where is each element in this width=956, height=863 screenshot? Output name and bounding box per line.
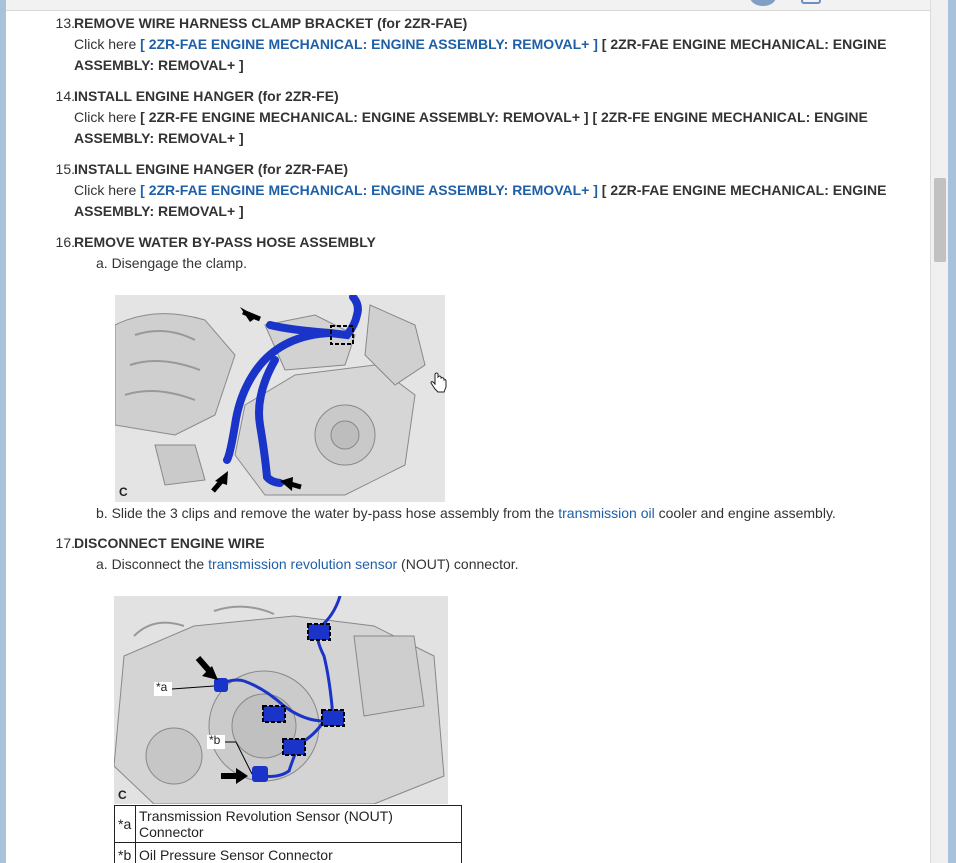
legend-key: *a [115, 806, 136, 843]
callout-b-label: *b [209, 733, 221, 747]
substep-b-suffix: cooler and engine assembly. [658, 505, 836, 521]
window-edge [948, 0, 956, 863]
procedure-reference: [ 2ZR-FAE ENGINE MECHANICAL: ENGINE ASSEMBLY: REMOVAL+ ] [74, 182, 887, 219]
figure-code: C [119, 485, 128, 499]
callout-a-label: *a [156, 680, 168, 694]
step-title: INSTALL ENGINE HANGER (for 2ZR-FAE) [74, 161, 349, 177]
user-avatar-icon[interactable] [750, 0, 776, 6]
step-number: 17. [55, 535, 75, 551]
hand-cursor-icon [430, 372, 448, 394]
click-here-text: Click here [74, 109, 137, 125]
legend-label: Transmission Revolution Sensor (NOUT) Connector [136, 806, 462, 843]
legend-table [114, 805, 462, 863]
substep-b [96, 503, 916, 524]
click-here-text: Click here [74, 182, 137, 198]
wire-diagram [114, 596, 448, 804]
procedure-reference: [ 2ZR-FE ENGINE MECHANICAL: ENGINE ASSEMBLY: REMOVAL+ ] [74, 109, 868, 146]
procedure-link[interactable]: [ 2ZR-FAE ENGINE MECHANICAL: ENGINE ASSEMBLY: REMOVAL+ ] [140, 182, 598, 198]
step-number: 15. [55, 161, 75, 177]
scrollbar-thumb[interactable] [934, 178, 946, 262]
substep-a [74, 554, 914, 575]
step-title: INSTALL ENGINE HANGER (for 2ZR-FE) [74, 88, 339, 104]
step-title: REMOVE WATER BY-PASS HOSE ASSEMBLY [74, 234, 376, 250]
procedure-link[interactable]: [ 2ZR-FAE ENGINE MECHANICAL: ENGINE ASSEMBLY: REMOVAL+ ] [140, 36, 598, 52]
figure-code: C [118, 788, 127, 802]
substep-a-suffix: (NOUT) connector. [401, 556, 519, 572]
transmission-oil-link[interactable]: transmission oil [558, 505, 655, 521]
step-number: 14. [55, 88, 75, 104]
substep-a-prefix: a. Disconnect the [96, 556, 205, 572]
procedure-link[interactable]: [ 2ZR-FE ENGINE MECHANICAL: ENGINE ASSEMBLY: REMOVAL+ ] [140, 109, 589, 125]
hose-diagram [115, 295, 445, 502]
legend-key: *b [115, 843, 136, 863]
step-title: DISCONNECT ENGINE WIRE [74, 535, 265, 551]
top-toolbar [6, 0, 930, 11]
transmission-revolution-sensor-link[interactable]: transmission revolution sensor [208, 556, 398, 572]
document-panel [6, 0, 931, 863]
document-icon[interactable] [801, 0, 821, 4]
substep-a: a. Disengage the clamp. [96, 255, 247, 271]
vertical-scrollbar[interactable] [930, 0, 949, 863]
legend-row [115, 843, 462, 863]
legend-row [115, 806, 462, 843]
procedure-reference: [ 2ZR-FAE ENGINE MECHANICAL: ENGINE ASSEMBLY: REMOVAL+ ] [74, 36, 887, 73]
click-here-text: Click here [74, 36, 137, 52]
substep-b-prefix: b. Slide the 3 clips and remove the water by-pass hose assembly from the [96, 505, 555, 521]
wire-illustration [114, 596, 448, 804]
legend-label: Oil Pressure Sensor Connector [136, 843, 462, 863]
step-number: 13. [55, 15, 75, 31]
step-title: REMOVE WIRE HARNESS CLAMP BRACKET (for 2ZR-FAE) [74, 15, 468, 31]
step-number: 16. [55, 234, 75, 250]
hose-illustration [115, 295, 445, 502]
